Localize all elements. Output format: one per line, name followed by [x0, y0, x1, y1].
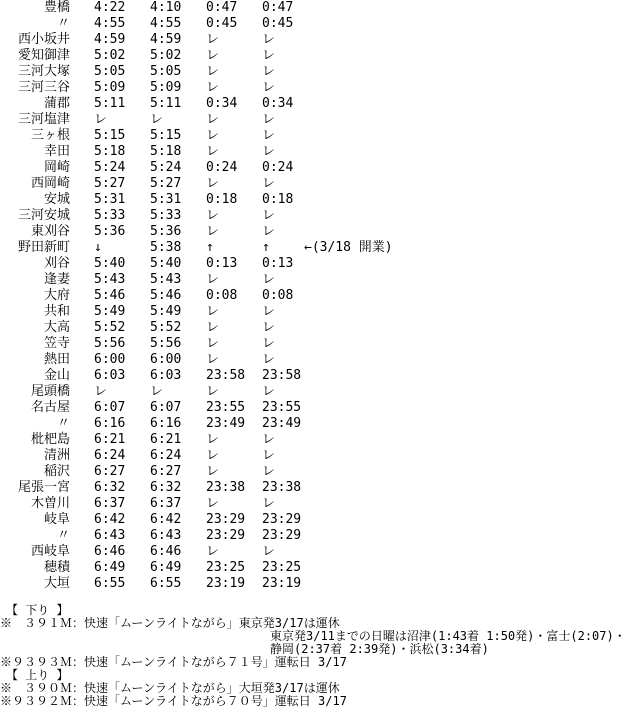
timetable-row — [0, 496, 640, 512]
time-col-1: 4:59 — [94, 32, 126, 47]
station-name: 安城 — [43, 192, 70, 207]
station-name: 名古屋 — [30, 400, 70, 415]
time-col-1: 5:31 — [94, 192, 126, 207]
time-col-2: 5:46 — [150, 288, 182, 303]
timetable-row — [0, 176, 640, 192]
time-col-1: 6:37 — [94, 496, 126, 511]
station-name: 三河三谷 — [17, 80, 70, 95]
time-col-1: 6:07 — [94, 400, 126, 415]
time-col-1: 5:24 — [94, 160, 126, 175]
timetable-row — [0, 304, 640, 320]
timetable-row — [0, 160, 640, 176]
timetable-row — [0, 512, 640, 528]
station-name: 尾張一宮 — [17, 480, 70, 495]
time-col-3: 23:55 — [206, 400, 246, 415]
timetable-notes — [0, 604, 640, 708]
time-col-4: 0:13 — [262, 256, 294, 271]
timetable-row — [0, 544, 640, 560]
time-col-2: 5:33 — [150, 208, 182, 223]
time-col-1: レ — [94, 384, 108, 399]
time-col-1: 6:27 — [94, 464, 126, 479]
time-col-1: 5:49 — [94, 304, 126, 319]
time-col-4: 23:58 — [262, 368, 302, 383]
timetable-row — [0, 400, 640, 416]
time-col-1: 6:32 — [94, 480, 126, 495]
time-col-2: 5:31 — [150, 192, 182, 207]
time-col-1: 6:16 — [94, 416, 126, 431]
station-name: 大高 — [43, 320, 70, 335]
time-col-3: レ — [206, 384, 220, 399]
time-col-4: 23:55 — [262, 400, 302, 415]
time-col-4: 23:38 — [262, 480, 302, 495]
timetable-row — [0, 144, 640, 160]
station-name: 三ヶ根 — [30, 128, 70, 143]
time-col-4: レ — [262, 544, 276, 559]
time-col-2: 6:49 — [150, 560, 182, 575]
time-col-3: レ — [206, 272, 220, 287]
station-name: 三河大塚 — [17, 64, 70, 79]
station-name: 清洲 — [43, 448, 70, 463]
time-col-1: 4:22 — [94, 0, 126, 15]
time-col-3: 0:45 — [206, 16, 238, 31]
station-name: 三河塩津 — [17, 112, 70, 127]
station-name: 共和 — [43, 304, 70, 319]
note-line — [0, 695, 640, 708]
timetable-row — [0, 432, 640, 448]
time-col-3: レ — [206, 544, 220, 559]
station-name: 東刈谷 — [30, 224, 70, 239]
timetable-row — [0, 576, 640, 592]
time-col-4: レ — [262, 448, 276, 463]
time-col-2: 6:16 — [150, 416, 182, 431]
station-name: 大垣 — [43, 576, 70, 591]
time-col-1: 5:09 — [94, 80, 126, 95]
time-col-4: 23:25 — [262, 560, 302, 575]
time-col-4: レ — [262, 496, 276, 511]
note-text: 【 下り 】 — [0, 603, 69, 617]
time-col-2: 5:56 — [150, 336, 182, 351]
station-name: 尾頭橋 — [30, 384, 70, 399]
time-col-1: 5:52 — [94, 320, 126, 335]
time-col-1: 5:36 — [94, 224, 126, 239]
time-col-4: 23:29 — [262, 528, 302, 543]
time-col-4: 23:29 — [262, 512, 302, 527]
station-name: 刈谷 — [43, 256, 70, 271]
station-name: 〃 — [56, 16, 70, 31]
timetable-row — [0, 384, 640, 400]
note-text: ※９３９２Ｍ：快速「ムーンライトながら７０号」運転日 3/17 — [0, 694, 347, 708]
timetable-row — [0, 224, 640, 240]
note-text: ※ ３９０Ｍ：快速「ムーンライトながら」大垣発3/17は運休 — [0, 681, 340, 695]
time-col-2: 5:15 — [150, 128, 182, 143]
time-col-3: レ — [206, 80, 220, 95]
station-name: 野田新町 — [17, 240, 70, 255]
timetable-row — [0, 272, 640, 288]
timetable-row — [0, 16, 640, 32]
time-col-2: 5:38 — [150, 240, 182, 255]
time-col-4: レ — [262, 48, 276, 63]
station-name: 西岐阜 — [30, 544, 70, 559]
time-col-1: 5:18 — [94, 144, 126, 159]
time-col-3: レ — [206, 64, 220, 79]
time-col-1: 6:42 — [94, 512, 126, 527]
time-col-2: 6:24 — [150, 448, 182, 463]
time-col-2: 6:00 — [150, 352, 182, 367]
station-name: 岐阜 — [43, 512, 70, 527]
time-col-3: レ — [206, 128, 220, 143]
time-col-1: 6:00 — [94, 352, 126, 367]
time-col-1: 5:43 — [94, 272, 126, 287]
time-col-1: 5:11 — [94, 96, 126, 111]
time-col-3: 23:25 — [206, 560, 246, 575]
time-col-2: 6:03 — [150, 368, 182, 383]
time-col-3: 23:19 — [206, 576, 246, 591]
time-col-2: 5:24 — [150, 160, 182, 175]
time-col-2: 6:37 — [150, 496, 182, 511]
time-col-1: 5:02 — [94, 48, 126, 63]
time-col-2: 5:18 — [150, 144, 182, 159]
time-col-2: レ — [150, 112, 164, 127]
time-col-2: 4:55 — [150, 16, 182, 31]
time-col-1: 6:55 — [94, 576, 126, 591]
time-col-2: 5:49 — [150, 304, 182, 319]
time-col-1: 6:24 — [94, 448, 126, 463]
station-name: 愛知御津 — [17, 48, 70, 63]
note-text: 静岡(2:37着 2:39発)・浜松(3:34着) — [270, 642, 489, 656]
time-col-2: 5:05 — [150, 64, 182, 79]
timetable-row — [0, 320, 640, 336]
time-col-3: レ — [206, 464, 220, 479]
time-col-3: 0:18 — [206, 192, 238, 207]
station-name: 笠寺 — [43, 336, 70, 351]
timetable-row — [0, 352, 640, 368]
time-col-1: 5:46 — [94, 288, 126, 303]
time-col-1: レ — [94, 112, 108, 127]
note-text: ※ ３９１Ｍ：快速「ムーンライトながら」東京発3/17は運休 — [0, 616, 340, 630]
station-name: 三河安城 — [17, 208, 70, 223]
timetable-row — [0, 368, 640, 384]
time-col-3: 23:38 — [206, 480, 246, 495]
time-col-4: レ — [262, 144, 276, 159]
timetable-row — [0, 480, 640, 496]
timetable-row — [0, 464, 640, 480]
time-col-2: 6:27 — [150, 464, 182, 479]
station-name: 金山 — [43, 368, 70, 383]
station-name: 〃 — [56, 416, 70, 431]
time-col-3: レ — [206, 112, 220, 127]
time-col-3: 23:49 — [206, 416, 246, 431]
time-col-4: 0:47 — [262, 0, 294, 15]
note-text: ※９３９３Ｍ：快速「ムーンライトながら７１号」運転日 3/17 — [0, 655, 347, 669]
time-col-3: 23:58 — [206, 368, 246, 383]
station-name: 熱田 — [43, 352, 70, 367]
time-col-2: 5:36 — [150, 224, 182, 239]
time-col-4: レ — [262, 64, 276, 79]
note-line — [0, 656, 640, 669]
time-col-4: レ — [262, 272, 276, 287]
timetable-row — [0, 64, 640, 80]
time-col-4: 0:45 — [262, 16, 294, 31]
time-col-3: 0:08 — [206, 288, 238, 303]
time-col-3: レ — [206, 32, 220, 47]
timetable-row — [0, 256, 640, 272]
station-name: 西小坂井 — [17, 32, 70, 47]
opening-note: ←(3/18 開業) — [304, 240, 393, 255]
timetable-row — [0, 288, 640, 304]
time-col-3: 0:24 — [206, 160, 238, 175]
time-col-1: 6:21 — [94, 432, 126, 447]
time-col-3: レ — [206, 304, 220, 319]
time-col-4: レ — [262, 80, 276, 95]
time-col-3: レ — [206, 208, 220, 223]
time-col-4: 0:18 — [262, 192, 294, 207]
time-col-2: 5:02 — [150, 48, 182, 63]
time-col-4: レ — [262, 352, 276, 367]
time-col-3: 0:34 — [206, 96, 238, 111]
time-col-3: ↑ — [206, 240, 214, 255]
timetable-row — [0, 336, 640, 352]
time-col-2: 4:10 — [150, 0, 182, 15]
time-col-4: レ — [262, 128, 276, 143]
time-col-2: 5:11 — [150, 96, 182, 111]
time-col-4: レ — [262, 464, 276, 479]
time-col-4: ↑ — [262, 240, 270, 255]
time-col-2: 5:40 — [150, 256, 182, 271]
time-col-3: レ — [206, 448, 220, 463]
time-col-2: 6:07 — [150, 400, 182, 415]
time-col-2: 5:52 — [150, 320, 182, 335]
time-col-3: レ — [206, 144, 220, 159]
timetable-row — [0, 32, 640, 48]
station-name: 西岡崎 — [30, 176, 70, 191]
time-col-1: 6:03 — [94, 368, 126, 383]
station-name: 稲沢 — [43, 464, 70, 479]
time-col-1: 6:46 — [94, 544, 126, 559]
time-col-3: レ — [206, 432, 220, 447]
time-col-4: レ — [262, 176, 276, 191]
time-col-1: 6:43 — [94, 528, 126, 543]
time-col-4: 0:08 — [262, 288, 294, 303]
time-col-4: レ — [262, 432, 276, 447]
time-col-4: 0:24 — [262, 160, 294, 175]
time-col-1: 5:15 — [94, 128, 126, 143]
timetable-row — [0, 560, 640, 576]
time-col-3: レ — [206, 224, 220, 239]
timetable-row — [0, 240, 640, 256]
timetable-row — [0, 416, 640, 432]
timetable-row — [0, 128, 640, 144]
time-col-3: 23:29 — [206, 528, 246, 543]
time-col-3: レ — [206, 336, 220, 351]
time-col-2: 6:32 — [150, 480, 182, 495]
time-col-4: レ — [262, 336, 276, 351]
time-col-1: 5:56 — [94, 336, 126, 351]
timetable-row — [0, 0, 640, 16]
time-col-1: 5:27 — [94, 176, 126, 191]
time-col-3: レ — [206, 48, 220, 63]
station-name: 大府 — [43, 288, 70, 303]
time-col-4: レ — [262, 112, 276, 127]
time-col-2: 6:43 — [150, 528, 182, 543]
time-col-1: 5:40 — [94, 256, 126, 271]
time-col-2: 6:55 — [150, 576, 182, 591]
station-name: 穂積 — [43, 560, 70, 575]
station-name: 〃 — [56, 528, 70, 543]
time-col-2: 6:42 — [150, 512, 182, 527]
time-col-2: 4:59 — [150, 32, 182, 47]
time-col-2: 6:21 — [150, 432, 182, 447]
time-col-3: レ — [206, 496, 220, 511]
time-col-3: レ — [206, 320, 220, 335]
time-col-4: レ — [262, 224, 276, 239]
station-name: 岡崎 — [43, 160, 70, 175]
time-col-1: 5:05 — [94, 64, 126, 79]
station-name: 幸田 — [43, 144, 70, 159]
time-col-3: 0:13 — [206, 256, 238, 271]
time-col-3: レ — [206, 352, 220, 367]
time-col-1: 4:55 — [94, 16, 126, 31]
time-col-3: 0:47 — [206, 0, 238, 15]
note-text: 東京発3/11までの日曜は沼津(1:43着 1:50発)・富士(2:07)・ — [270, 629, 626, 643]
time-col-4: レ — [262, 32, 276, 47]
time-col-2: 5:43 — [150, 272, 182, 287]
time-col-4: レ — [262, 208, 276, 223]
time-col-1: ↓ — [94, 240, 102, 255]
time-col-2: レ — [150, 384, 164, 399]
timetable-row — [0, 48, 640, 64]
time-col-4: レ — [262, 384, 276, 399]
timetable-row — [0, 448, 640, 464]
time-col-4: 23:49 — [262, 416, 302, 431]
timetable-row — [0, 192, 640, 208]
station-name: 枇杷島 — [30, 432, 70, 447]
station-name: 豊橋 — [43, 0, 70, 15]
time-col-1: 6:49 — [94, 560, 126, 575]
time-col-4: レ — [262, 320, 276, 335]
time-col-2: 5:27 — [150, 176, 182, 191]
time-col-2: 5:09 — [150, 80, 182, 95]
timetable-row — [0, 208, 640, 224]
time-col-2: 6:46 — [150, 544, 182, 559]
time-col-3: レ — [206, 176, 220, 191]
time-col-3: 23:29 — [206, 512, 246, 527]
timetable-row — [0, 96, 640, 112]
timetable-row — [0, 80, 640, 96]
station-name: 木曽川 — [30, 496, 70, 511]
station-name: 蒲郡 — [43, 96, 70, 111]
time-col-4: 23:19 — [262, 576, 302, 591]
timetable-row — [0, 528, 640, 544]
timetable-row — [0, 112, 640, 128]
time-col-4: 0:34 — [262, 96, 294, 111]
station-name: 逢妻 — [43, 272, 70, 287]
time-col-1: 5:33 — [94, 208, 126, 223]
time-col-4: レ — [262, 304, 276, 319]
note-text: 【 上り 】 — [0, 668, 69, 682]
